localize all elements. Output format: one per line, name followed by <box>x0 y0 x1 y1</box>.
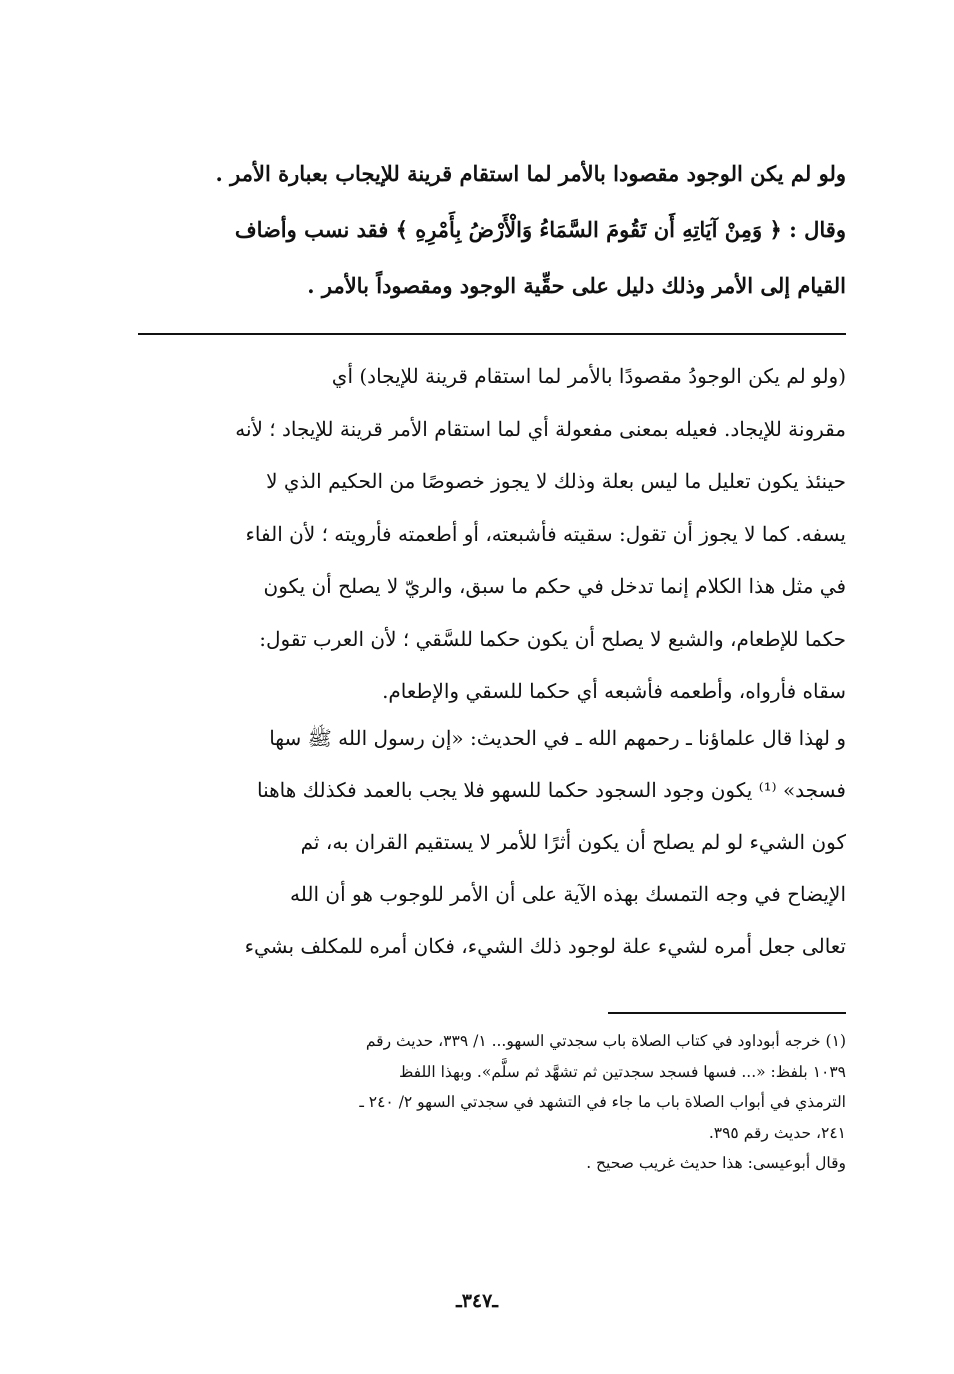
footnote-line: الترمذي في أبواب الصلاة باب ما جاء في التشهد في سجدتي السهو ٢/ ٢٤٠ ـ <box>359 1093 846 1111</box>
main-text-line: وقال : ﴿ وَمِنْ آيَاتِهِ أَن تَقُومَ السَّمَاءُ وَالْأَرْضُ بِأَمْرِهِ ﴾ فقد نسب وأضاف <box>234 217 846 242</box>
footnote-divider <box>608 1012 846 1014</box>
paragraph-line: الإيضاح في وجه التمسك بهذه الآية على أن الأمر للوجوب هو أن الله <box>290 882 846 906</box>
commentary-line: حينئذ يكون تعليل ما ليس بعلة وذلك لا يجوز خصوصًا من الحكيم الذي لا <box>266 469 846 493</box>
main-text-line: القيام إلى الأمر وذلك دليل على حقِّية الوجود ومقصوداً بالأمر . <box>307 273 846 298</box>
paragraph-line: و لهذا قال علماؤنا ـ رحمهم الله ـ في الحديث: «إن رسول الله ﷺ سها <box>269 726 846 750</box>
commentary-paragraph-2 <box>138 712 846 972</box>
footnote-line: ٢٤١، حديث رقم ٣٩٥. <box>708 1123 846 1142</box>
paragraph-line: تعالى جعل أمره لشيء علة لوجود ذلك الشيء، فكان أمره للمكلف بشيء <box>244 934 846 958</box>
commentary-line: (ولو لم يكن الوجودُ مقصودًا بالأمر لما استقام قرينة للإيجاد) أي <box>331 364 846 388</box>
page-number: ـ٣٤٧ـ <box>456 1290 498 1312</box>
commentary <box>138 350 846 718</box>
paragraph-line: فسجد» ⁽¹⁾ يكون وجود السجود حكما للسهو فلا يجب بالعمد فكذلك هاهنا <box>257 778 846 802</box>
commentary-line: حكما للإطعام، والشبع لا يصلح أن يكون حكما للسَّقي ؛ لأن العرب تقول: <box>259 626 846 651</box>
footnote-line: ١٠٣٩ بلفظ: «... فسها فسجد سجدتين ثم تشهَّد ثم سلَّم». وبهذا اللفظ <box>398 1062 846 1081</box>
main-text-line: ولو لم يكن الوجود مقصودا بالأمر لما استقام قرينة للإيجاب بعبارة الأمر . <box>215 161 846 186</box>
footnote-line: (١) خرجه أبوداود في كتاب الصلاة باب سجدتي السهو... ١/ ٣٣٩، حديث رقم <box>365 1032 846 1050</box>
commentary-line: مقرونة للإيجاد. فعيله بمعنى مفعولة أي لما استقام الأمر قرينة للإيجاد ؛ لأنه <box>235 416 846 441</box>
main-text <box>138 146 846 314</box>
commentary-line: في مثل هذا الكلام إنما تدخل في حكم ما سبق، والريّ لا يصلح أن يكون <box>263 574 846 598</box>
commentary-line: يسفه. كما لا يجوز أن تقول: سقيته فأشبعته، أو أطعمته فأرويته ؛ لأن الفاء <box>245 521 846 546</box>
section-divider <box>138 333 846 335</box>
paragraph-line: كون الشيء لو لم يصلح أن يكون أثرًا للأمر لا يستقيم القران به، ثم <box>300 830 846 854</box>
footnote-line: وقال أبوعيسى: هذا حديث غريب صحيح . <box>586 1154 846 1172</box>
commentary-line: سقاه فأرواه، وأطعمه فأشبعه أي حكما للسقي والإطعام. <box>382 679 846 703</box>
footnotes <box>138 1026 846 1179</box>
